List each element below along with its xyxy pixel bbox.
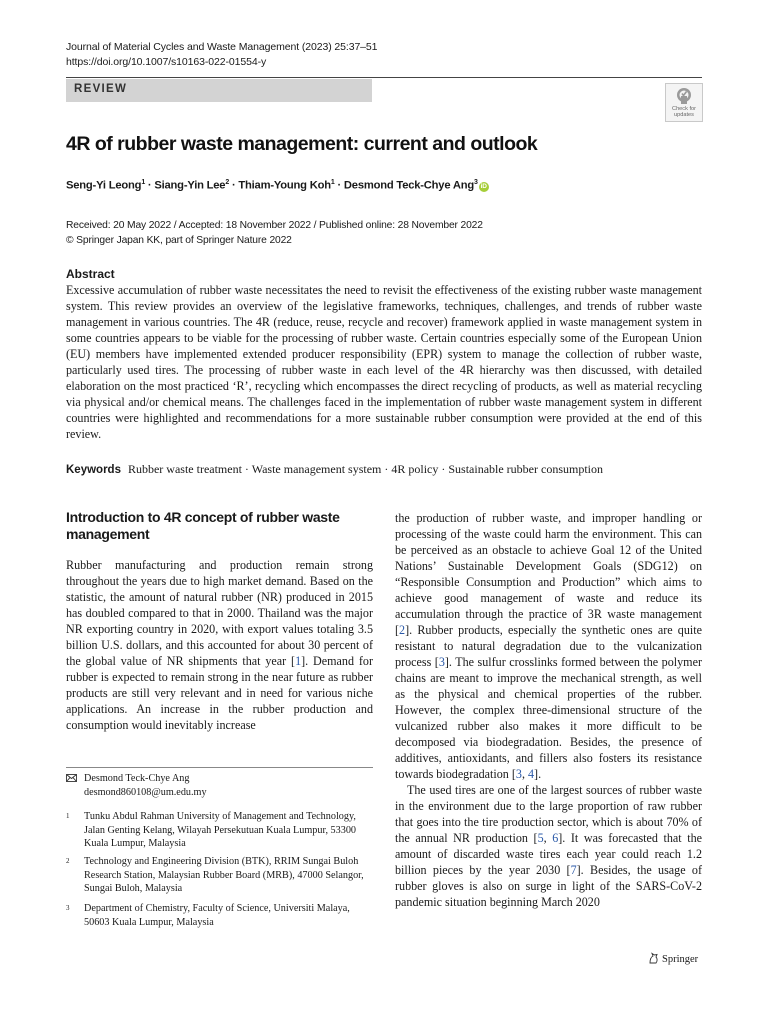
article-title: 4R of rubber waste management: current and outlook: [66, 133, 538, 155]
author-name[interactable]: Seng-Yi Leong: [66, 179, 142, 192]
keywords-line: [66, 462, 603, 477]
citation-link[interactable]: 3: [515, 767, 522, 781]
citation-link[interactable]: 3: [438, 655, 445, 669]
check-for-updates-badge[interactable]: [665, 83, 703, 122]
right-column: [395, 510, 702, 910]
citation-link[interactable]: 5: [537, 831, 544, 845]
paragraph-text: ]. Demand for rubber is expected to remain strong in the near future as rubber products are still very relevant and in need for various niche applications. An increase in the rubber production and consumption would inevitably increase: [66, 654, 373, 732]
affiliation-text: Tunku Abdul Rahman University of Management and Technology, Jalan Genting Kelang, Wilayah Persekutuan Kuala Lumpur, 53300 Kuala Lumpur, Malaysia: [84, 811, 357, 850]
abstract-text: Excessive accumulation of rubber waste necessitates the need to revisit the effectiveness of the existing rubber waste management system. This review provides an overview of the legislative frameworks, techniques, challenges, and trends of rubber waste management in various countries. The 4R (reduce, reuse, recycle and recover) framework applied in waste management system in some countries appears to be viable for the processing of rubber waste. Certain countries especially some of the European Union (EU) members have implemented extended producer responsibility (EPR) system to manage the collection of rubber waste, particularly used tires. The processing of rubber waste in each level of the 4R hierarchy was then discussed, with detailed elaboration on the most practiced ‘R’, recycling which encompasses the direct recycling of products, as well as material recycling via physical and/or chemical means. The challenges faced in the implementation of rubber waste management system in different countries were highlighted and recommendations for a more sustainable rubber consumption were provided at the end of this review.: [66, 283, 702, 441]
paragraph: [395, 782, 702, 910]
author-affiliation-mark: 3: [474, 179, 478, 186]
left-column: [66, 557, 373, 733]
citation-separator: ,: [521, 767, 528, 781]
citation-link[interactable]: 4: [528, 767, 535, 781]
affiliation-number: 2: [66, 857, 70, 865]
corresponding-author-email[interactable]: desmond860108@um.edu.my: [84, 786, 207, 798]
keywords-label: Keywords: [66, 464, 121, 476]
author-separator: ·: [229, 179, 239, 192]
author-list: [66, 179, 489, 192]
citation-link[interactable]: 1: [295, 654, 302, 668]
check-for-updates-icon: [676, 87, 692, 104]
history-dates: Received: 20 May 2022 / Accepted: 18 November 2022 / Published online: 28 November 2022: [66, 220, 483, 231]
author-separator: ·: [334, 179, 344, 192]
journal-citation: Journal of Material Cycles and Waste Management (2023) 25:37–51: [66, 41, 378, 53]
check-for-updates-label: Check for updates: [672, 106, 696, 118]
article-type-bar: [66, 79, 372, 102]
paragraph: [395, 510, 702, 782]
publisher-name: Springer: [662, 954, 699, 965]
author-name[interactable]: Siang-Yin Lee: [154, 179, 226, 192]
abstract-heading: Abstract: [66, 267, 115, 281]
citation-separator: ,: [543, 831, 553, 845]
citation-link[interactable]: 7: [570, 863, 577, 877]
citation-link[interactable]: 2: [399, 623, 406, 637]
paragraph-text: The used tires are one of the largest sources of rubber waste in the environment due to the large proportion of raw rubber that goes into the tire production sector, which is about 70% of the annual NR production [: [395, 783, 702, 845]
affiliation-text: Technology and Engineering Division (BTK), RRIM Sungai Buloh Research Station, Malaysian Rubber Board (MRB), 47000 Selangor, Sungai Buloh, Malaysia: [84, 856, 364, 895]
paragraph-text: ]. The sulfur crosslinks formed between the polymer chains are meant to improve the mechanical strength, as well as the physical and chemical properties of the rubber. However, the complex three-dimensional structure of the vulcanized rubber also makes it more difficult to be decomposed via biodegradation. Besides, the presence of additives, antioxidants, and fillers also fosters its resistance towards biodegradation [: [395, 655, 702, 781]
publication-dates: [66, 219, 483, 248]
doi-link[interactable]: https://doi.org/10.1007/s10163-022-01554-y: [66, 56, 267, 68]
author-name[interactable]: Thiam-Young Koh: [238, 179, 331, 192]
orcid-icon[interactable]: iD: [480, 182, 487, 190]
affiliation-text: Department of Chemistry, Faculty of Science, Universiti Malaya, 50603 Kuala Lumpur, Malaysia: [84, 903, 350, 928]
author-affiliation-mark: 1: [141, 179, 146, 186]
keywords-text: Rubber waste treatment · Waste management system · 4R policy · Sustainable rubber consumption: [127, 462, 603, 476]
springer-horse-icon: [648, 952, 659, 964]
author-affiliation-mark: 1: [330, 179, 335, 186]
author-affiliation-mark: 2: [225, 179, 230, 186]
author-name[interactable]: Desmond Teck-Chye Ang: [343, 179, 474, 192]
footnote-divider: [66, 767, 373, 768]
paragraph-text: ].: [534, 767, 542, 781]
header-divider: [66, 77, 702, 78]
section-heading: Introduction to 4R concept of rubber waste management: [66, 509, 340, 542]
author-separator: ·: [145, 179, 155, 192]
corresponding-author-name: Desmond Teck-Chye Ang: [84, 773, 190, 784]
mail-icon: [66, 774, 77, 782]
journal-header: [66, 40, 377, 70]
paragraph: [66, 557, 373, 733]
paragraph-text: the production of rubber waste, and improper handling or processing of the waste could harm the environment. This can be perceived as an obstacle to achieve Goal 12 of the United Nations’ Sustainable Development Goals (SDG12) on “Responsible Consumption and Production” which aims to achieve good management of waste and reduce its accumulation through the practice of 3R waste management [: [395, 511, 702, 637]
article-type-label: REVIEW: [74, 83, 128, 95]
paragraph-text: Rubber manufacturing and production remain strong throughout the years due to high market demand. Based on the statistic, the amount of natural rubber (NR) produced in 2015 has doubled compared to that in 2000. Thailand was the major NR exporting country in 2020, with export values totaling 3.5 billion U.S. dollars, and this accounted for about 30 percent of the global value of NR shipments that year [: [66, 558, 373, 668]
affiliation-number: 3: [66, 904, 70, 912]
publisher-footer: [648, 952, 698, 965]
citation-link[interactable]: 6: [552, 831, 559, 845]
affiliation-number: 1: [66, 812, 70, 820]
paragraph-text: ]. Rubber products, especially the synthetic ones are quite resistant to natural degradation due to the vulcanization process [: [395, 623, 702, 669]
paragraph-text: ]. It was forecasted that the amount of discarded waste tires each year could reach 1.2 billion pieces by the year 2030 [: [395, 831, 702, 877]
paragraph-text: ]. Besides, the usage of rubber gloves is also on surge in light of the SARS-CoV-2 pandemic situation beginning March 2020: [395, 863, 702, 909]
copyright-line: © Springer Japan KK, part of Springer Nature 2022: [66, 234, 292, 246]
